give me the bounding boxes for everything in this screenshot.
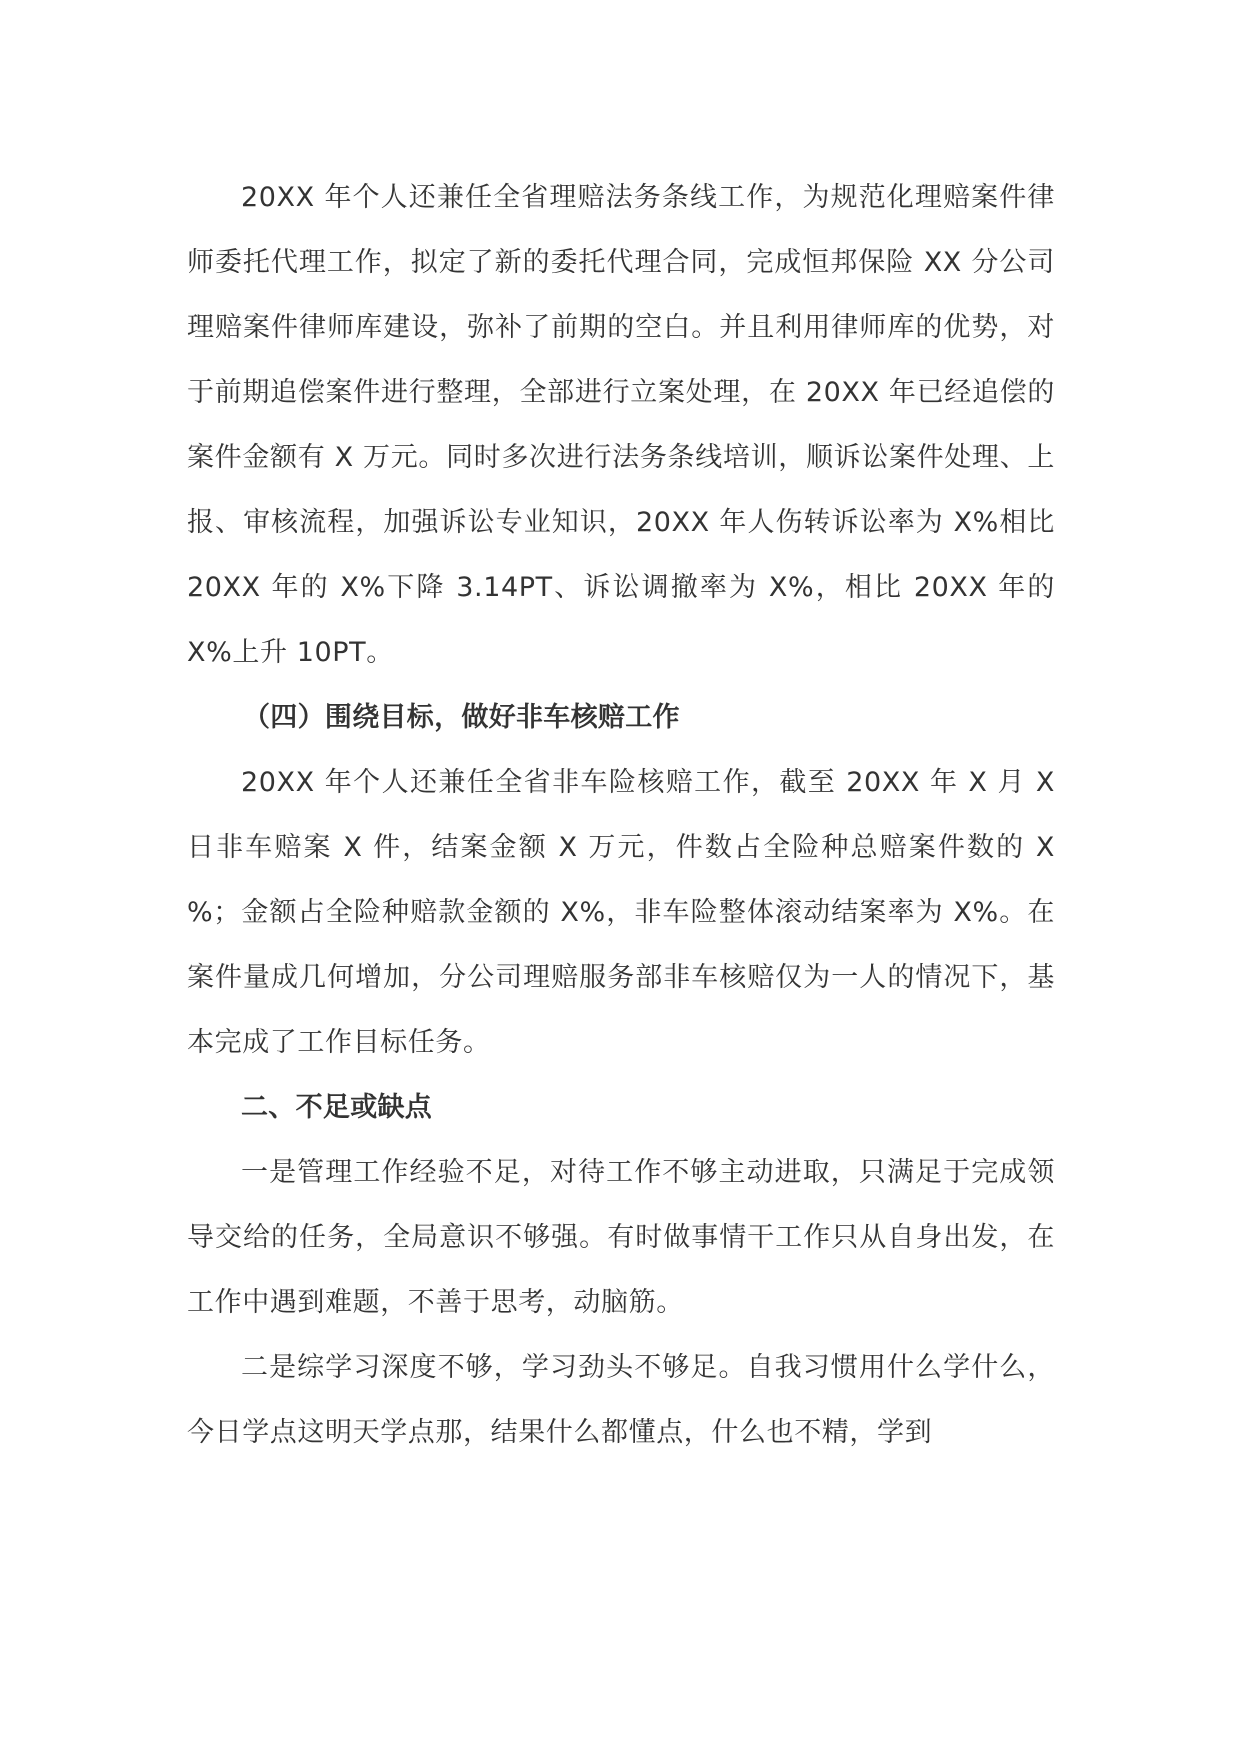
document-page bbox=[187, 165, 1055, 1465]
paragraph-shortcoming-1: 一是管理工作经验不足，对待工作不够主动进取，只满足于完成领导交给的任务，全局意识不够强。有时做事情干工作只从自身出发，在工作中遇到难题，不善于思考，动脑筋。 bbox=[187, 1157, 1055, 1318]
section-heading-shortcomings: 二、不足或缺点 bbox=[241, 1092, 433, 1123]
section-heading-non-auto-claims: （四）围绕目标，做好非车核赔工作 bbox=[243, 702, 680, 733]
paragraph-shortcoming-2: 二是综学习深度不够，学习劲头不够足。自我习惯用什么学什么，今日学点这明天学点那，结果什么都懂点，什么也不精，学到 bbox=[187, 1352, 1055, 1448]
paragraph-legal-work: 20XX 年个人还兼任全省理赔法务条线工作，为规范化理赔案件律师委托代理工作，拟定了新的委托代理合同，完成恒邦保险 XX 分公司理赔案件律师库建设，弥补了前期的空白。并且利用律师库的优势，对于前期追偿案件进行整理，全部进行立案处理，在 20XX 年已经追偿的案件金额有 X 万元。同时多次进行法务条线培训，顺诉讼案件处理、上报、审核流程，加强诉讼专业知识，20XX 年人伤转诉讼率为 X%相比 20XX 年的 X%下降 3.14PT、诉讼调撤率为 X%，相比 20XX 年的 X%上升 10PT。 bbox=[187, 182, 1055, 668]
paragraph-non-auto-claims: 20XX 年个人还兼任全省非车险核赔工作，截至 20XX 年 X 月 X 日非车赔案 X 件，结案金额 X 万元，件数占全险种总赔案件数的 X %；金额占全险种赔款金额的 X%，非车险整体滚动结案率为 X%。在案件量成几何增加，分公司理赔服务部非车核赔仅为一人的情况下，基本完成了工作目标任务。 bbox=[187, 767, 1055, 1058]
